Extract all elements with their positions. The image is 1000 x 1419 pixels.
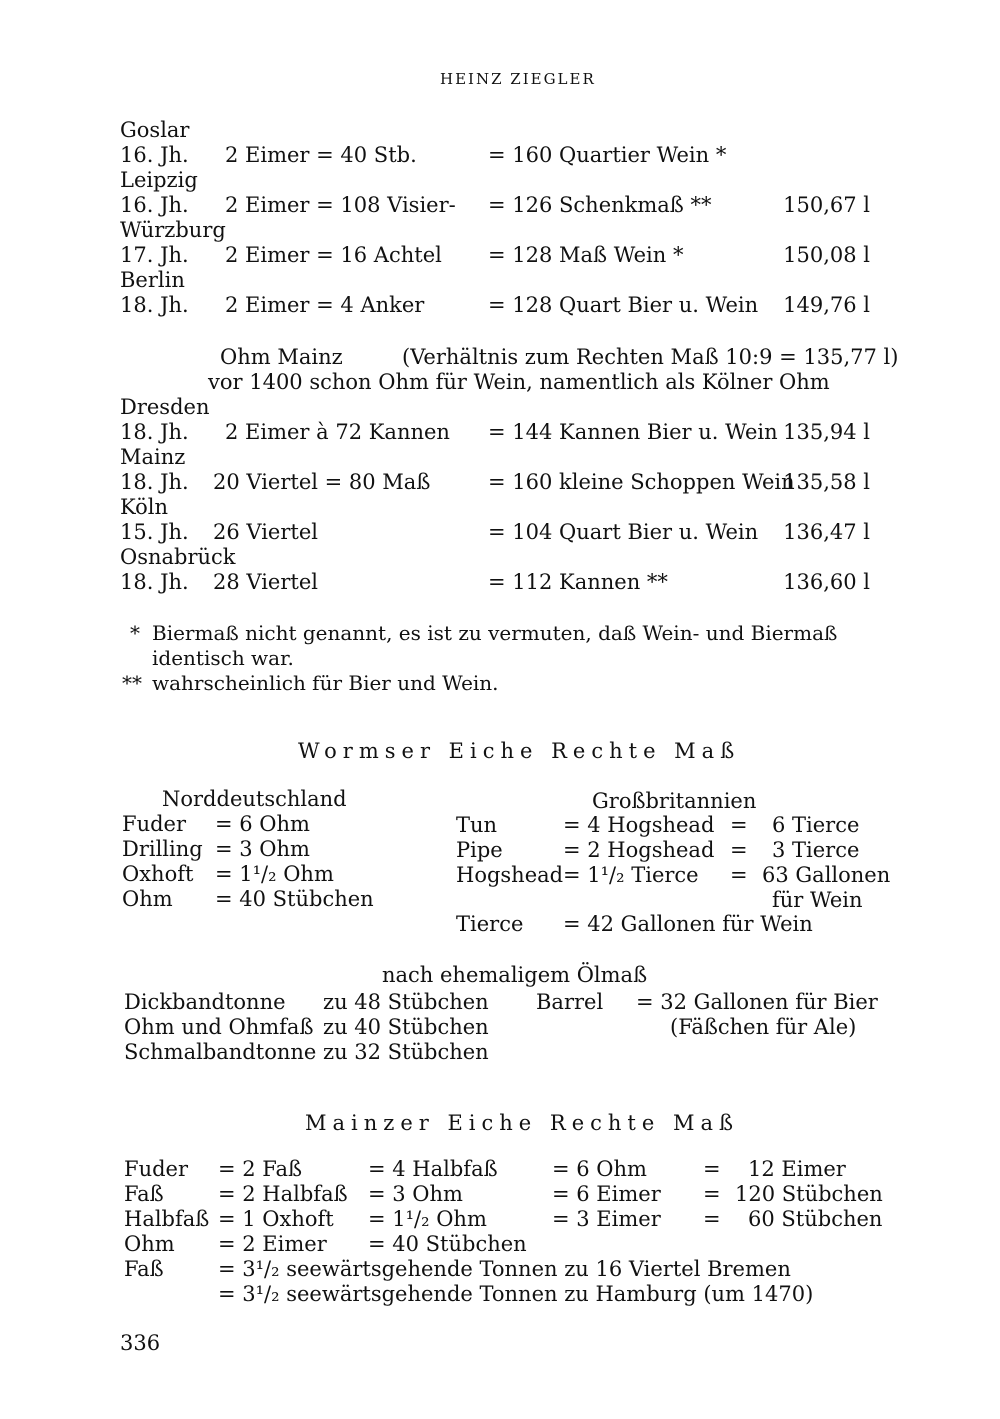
measure-cell: = 2 Eimer (218, 1232, 327, 1256)
units: 26 Viertel (213, 520, 318, 544)
section-title: Mainzer Eiche Rechte Maß (305, 1111, 740, 1135)
litres: 149,76 l (783, 293, 870, 317)
place-name: Goslar (120, 118, 190, 142)
measure-name: Ohm (122, 887, 173, 911)
litres: 150,08 l (783, 243, 870, 267)
footnote-text: identisch war. (152, 646, 294, 670)
subheading: Großbritannien (592, 789, 757, 813)
measure-result: für Wein (772, 888, 863, 912)
measure-name: Drilling (122, 837, 203, 861)
equals-sign: = (730, 863, 748, 887)
century: 16. Jh. (120, 143, 189, 167)
litres: 136,47 l (783, 520, 870, 544)
measure-cell: = 3 Eimer (552, 1207, 661, 1231)
equivalent: = 126 Schenkmaß ** (488, 193, 712, 217)
century: 18. Jh. (120, 470, 189, 494)
century: 17. Jh. (120, 243, 189, 267)
measure-note: (Fäßchen für Ale) (670, 1015, 857, 1039)
measure-cell: = 1 Oxhoft (218, 1207, 334, 1231)
measure-cell: = 3 Ohm (368, 1182, 463, 1206)
subheading: nach ehemaligem Ölmaß (382, 963, 648, 987)
units: 2 Eimer à 72 Kannen (225, 420, 450, 444)
century: 18. Jh. (120, 420, 189, 444)
century: 15. Jh. (120, 520, 189, 544)
units: 2 Eimer = 4 Anker (225, 293, 425, 317)
measure-name: Hogshead (456, 863, 564, 887)
page-number: 336 (120, 1331, 161, 1355)
units: 2 Eimer = 40 Stb. (225, 143, 417, 167)
units: 2 Eimer = 16 Achtel (225, 243, 442, 267)
units: 28 Viertel (213, 570, 318, 594)
equals-sign: = (730, 838, 748, 862)
footnote-mark: * (130, 621, 140, 645)
measure-name: Faß (124, 1257, 164, 1281)
measure-cell: = 4 Halbfaß (368, 1157, 498, 1181)
place-name: Dresden (120, 395, 210, 419)
measure-equivalent: zu 32 Stübchen (323, 1040, 489, 1064)
equivalent: = 128 Quart Bier u. Wein (488, 293, 759, 317)
measure-name: Dickbandtonne (124, 990, 286, 1014)
measure-equivalent: zu 40 Stübchen (323, 1015, 489, 1039)
section-title: Wormser Eiche Rechte Maß (298, 739, 741, 763)
measure-equivalent: = 2 Hogshead (563, 838, 715, 862)
equivalent: = 104 Quart Bier u. Wein (488, 520, 759, 544)
measure-name: Halbfaß (124, 1207, 210, 1231)
equals-sign: = (703, 1182, 721, 1206)
measure-equivalent: = 32 Gallonen für Bier (636, 990, 878, 1014)
measure-cell: = 6 Eimer (552, 1182, 661, 1206)
measure-cell: = 2 Halbfaß (218, 1182, 348, 1206)
measure-equivalent: = 1¹/₂ Ohm (215, 862, 334, 886)
century: 16. Jh. (120, 193, 189, 217)
measure-result: 12 Eimer (748, 1157, 846, 1181)
measure-cell: = 2 Faß (218, 1157, 302, 1181)
measure-result: 60 Stübchen (748, 1207, 883, 1231)
place-name: Berlin (120, 268, 185, 292)
measure-result: 120 Stübchen (735, 1182, 883, 1206)
subheading: Norddeutschland (162, 787, 347, 811)
measure-name: Pipe (456, 838, 503, 862)
units: 20 Viertel = 80 Maß (213, 470, 431, 494)
measure-name: Ohm (124, 1232, 175, 1256)
ohm-mainz-label: Ohm Mainz (220, 345, 343, 369)
measure-name: Oxhoft (122, 862, 194, 886)
equals-sign: = (730, 813, 748, 837)
measure-cell: = 1¹/₂ Ohm (368, 1207, 487, 1231)
place-name: Mainz (120, 445, 186, 469)
equivalent: = 144 Kannen Bier u. Wein (488, 420, 778, 444)
measure-name: Fuder (124, 1157, 189, 1181)
litres: 136,60 l (783, 570, 870, 594)
equals-sign: = (703, 1157, 721, 1181)
measure-cell: = 40 Stübchen (368, 1232, 527, 1256)
place-name: Leipzig (120, 168, 198, 192)
measure-equivalent: = 3¹/₂ seewärtsgehende Tonnen zu 16 Viertel Bremen (218, 1257, 791, 1281)
measure-equivalent: = 1¹/₂ Tierce (563, 863, 699, 887)
running-header: HEINZ ZIEGLER (440, 70, 596, 88)
measure-equivalent: = 42 Gallonen für Wein (563, 912, 813, 936)
units: 2 Eimer = 108 Visier- (225, 193, 456, 217)
measure-equivalent: = 4 Hogshead (563, 813, 715, 837)
measure-equivalent: = 6 Ohm (215, 812, 310, 836)
ohm-ratio-note: (Verhältnis zum Rechten Maß 10:9 = 135,77 l) (402, 345, 899, 369)
place-name: Köln (120, 495, 169, 519)
litres: 150,67 l (783, 193, 870, 217)
measure-name: Barrel (536, 990, 604, 1014)
measure-name: Schmalbandtonne (124, 1040, 317, 1064)
measure-result: 6 Tierce (772, 813, 860, 837)
place-name: Osnabrück (120, 545, 236, 569)
measure-name: Tierce (456, 912, 524, 936)
ohm-history-note: vor 1400 schon Ohm für Wein, namentlich als Kölner Ohm (208, 370, 830, 394)
measure-equivalent: = 3¹/₂ seewärtsgehende Tonnen zu Hamburg (um 1470) (218, 1282, 814, 1306)
equals-sign: = (703, 1207, 721, 1231)
measure-name: Fuder (122, 812, 187, 836)
equivalent: = 160 kleine Schoppen Wein (488, 470, 795, 494)
measure-equivalent: = 40 Stübchen (215, 887, 374, 911)
measure-equivalent: = 3 Ohm (215, 837, 310, 861)
equivalent: = 128 Maß Wein * (488, 243, 684, 267)
century: 18. Jh. (120, 293, 189, 317)
equivalent: = 160 Quartier Wein * (488, 143, 727, 167)
litres: 135,94 l (783, 420, 870, 444)
measure-name: Faß (124, 1182, 164, 1206)
equivalent: = 112 Kannen ** (488, 570, 668, 594)
measure-equivalent: zu 48 Stübchen (323, 990, 489, 1014)
measure-result: 3 Tierce (772, 838, 860, 862)
footnote-text: wahrscheinlich für Bier und Wein. (152, 671, 499, 695)
place-name: Würzburg (120, 218, 226, 242)
footnote-text: Biermaß nicht genannt, es ist zu vermuten, daß Wein- und Biermaß (152, 621, 838, 645)
measure-name: Ohm und Ohmfaß (124, 1015, 314, 1039)
century: 18. Jh. (120, 570, 189, 594)
measure-cell: = 6 Ohm (552, 1157, 647, 1181)
measure-result: 63 Gallonen (762, 863, 891, 887)
measure-name: Tun (456, 813, 498, 837)
litres: 135,58 l (783, 470, 870, 494)
footnote-mark: ** (122, 671, 142, 695)
